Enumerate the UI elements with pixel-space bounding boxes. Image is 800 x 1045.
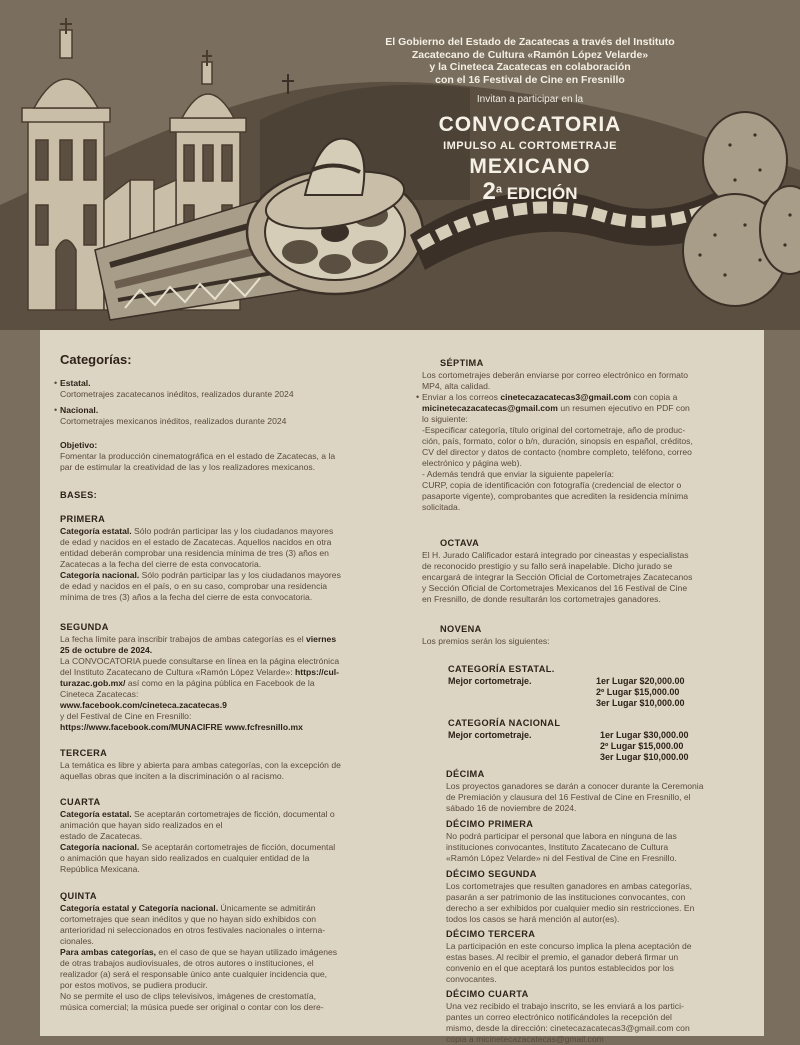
objetivo-line: Fomentar la producción cinematográfica en el estado de Zacatecas, a la bbox=[60, 451, 336, 461]
decimo-tercera-line: convenio en el que aceptará los puntos establecidos por los bbox=[446, 963, 674, 973]
septima-line: solicitada. bbox=[422, 502, 461, 512]
prize-estatal: 3er Lugar $10,000.00 bbox=[596, 698, 685, 708]
primera-line: Categoría estatal. Sólo podrán participar las y los ciudadanos mayores bbox=[60, 526, 334, 536]
cuarta-line: animación que hayan sido realizados en el bbox=[60, 820, 223, 830]
primera-line: Categoría nacional. Sólo podrán participar las y los ciudadanos mayores bbox=[60, 570, 341, 580]
prize-estatal: 2º Lugar $15,000.00 bbox=[596, 687, 680, 697]
quinta-heading: QUINTA bbox=[60, 891, 97, 901]
bases-heading: BASES: bbox=[60, 490, 98, 500]
tercera-heading: TERCERA bbox=[60, 748, 108, 758]
cuarta-line: o animación que hayan sido realizados en cualquier entidad de la bbox=[60, 853, 310, 863]
edition-word: EDICIÓN bbox=[506, 184, 578, 203]
segunda-line: Cineteca Zacatecas: bbox=[60, 689, 139, 699]
cuarta-line: República Mexicana. bbox=[60, 864, 140, 874]
website-link[interactable]: turazac.gob.mx/ bbox=[60, 678, 126, 688]
decimo-primera-line: No podrá participar el personal que labora en ninguna de las bbox=[446, 831, 677, 841]
estatal-label: • Estatal. bbox=[54, 378, 91, 388]
segunda-line: y del Festival de Cine en Fresnillo: bbox=[60, 711, 192, 721]
segunda-line: turazac.gob.mx/ así como en la página pública en Facebook de la bbox=[60, 678, 315, 688]
septima-line: -Especificar categoría, título original del cortometraje, año de produc- bbox=[422, 425, 686, 435]
prize-nacional: 2º Lugar $15,000.00 bbox=[600, 741, 684, 751]
edition-superscript: a bbox=[495, 183, 502, 196]
quinta-line: por estos motivos, se pudiera producir. bbox=[60, 980, 208, 990]
primera-line: Zacatecas a la fecha del cierre de esta convocatoria. bbox=[60, 559, 262, 569]
decimo-cuarta-line: copia a micinetecazacatecas@gmail.com bbox=[446, 1034, 604, 1044]
intro-line: con el 16 Festival de Cine en Fresnillo bbox=[435, 73, 625, 86]
decimo-cuarta-line: Una vez recibido el trabajo inscrito, se les enviará a los partici- bbox=[446, 1001, 684, 1011]
content-panel bbox=[40, 330, 764, 1044]
quinta-line: cortometrajes que sean inéditos y que no hayan sido exhibidos con bbox=[60, 914, 317, 924]
decimo-tercera-line: convocantes. bbox=[446, 974, 497, 984]
decimo-primera-line: instituciones convocantes, Instituto Zacatecano de Cultura bbox=[446, 842, 669, 852]
segunda-line: del Instituto Zacatecano de Cultura «Ramón López Velarde»: https://cul- bbox=[60, 667, 339, 677]
quinta-line: Categoría estatal y Categoría nacional. Únicamente se admitirán bbox=[60, 903, 316, 913]
categorias-heading: Categorías: bbox=[60, 352, 132, 367]
septima-line: MP4, alta calidad. bbox=[422, 381, 491, 391]
decima-line: Los proyectos ganadores se darán a conocer durante la Ceremonia bbox=[446, 781, 704, 791]
primera-heading: PRIMERA bbox=[60, 514, 106, 524]
segunda-heading: SEGUNDA bbox=[60, 622, 109, 632]
edition-label bbox=[375, 178, 685, 206]
novena-heading: NOVENA bbox=[440, 624, 482, 634]
decimo-segunda-heading: DÉCIMO SEGUNDA bbox=[446, 869, 537, 879]
septima-line: CV del director y datos de contacto (nombre completo, teléfono, correo bbox=[422, 447, 692, 457]
decima-line: sábado 16 de noviembre de 2024. bbox=[446, 803, 577, 813]
octava-heading: OCTAVA bbox=[440, 538, 480, 548]
segunda-line: La fecha límite para inscribir trabajos de ambas categorías es el viernes bbox=[60, 634, 337, 644]
tercera-line: La temática es libre y abierta para ambas categorías, con la excepción de bbox=[60, 760, 341, 770]
octava-line: y Sección Oficial de Cortometrajes Mexicanos del 16 Festival de Cine bbox=[422, 583, 688, 593]
septima-line: Los cortometrajes deberán enviarse por correo electrónico en formato bbox=[422, 370, 689, 380]
septima-line: • Enviar a los correos cinetecazacatecas3@gmail.com con copia a bbox=[416, 392, 678, 402]
mejor-cortometraje: Mejor cortometraje. bbox=[448, 730, 532, 740]
primera-line: de edad y nacidos en el estado de Zacatecas. Aquellos nacidos en otra bbox=[60, 537, 332, 547]
website-link[interactable]: https://cul- bbox=[295, 667, 339, 677]
edition-number: 2 bbox=[482, 178, 496, 205]
intro-text bbox=[375, 36, 685, 86]
cuarta-heading: CUARTA bbox=[60, 797, 101, 807]
invite-text: Invitan a participar en la bbox=[476, 94, 584, 105]
octava-line: de reconocido prestigio y su fallo será inapelable. Dicho jurado se bbox=[422, 561, 673, 571]
tercera-line: aquellas obras que inciten a la discriminación o al racismo. bbox=[60, 771, 285, 781]
novena-intro: Los premios serán los siguientes: bbox=[422, 636, 550, 646]
decimo-segunda-line: todos los casos se hará mención al autor(es). bbox=[446, 914, 620, 924]
objetivo-label: Objetivo: bbox=[60, 440, 98, 450]
categoria-nacional-heading: CATEGORÍA NACIONAL bbox=[448, 718, 561, 728]
decimo-cuarta-line: mismo, desde la dirección: cinetecazacatecas3@gmail.com con bbox=[446, 1023, 690, 1033]
intro-line: El Gobierno del Estado de Zacatecas a través del Instituto bbox=[385, 36, 675, 48]
decimo-primera-heading: DÉCIMO PRIMERA bbox=[446, 819, 534, 829]
primera-line: mínima de tres (3) años a la fecha del cierre de esta convocatoria. bbox=[60, 592, 313, 602]
facebook-link[interactable]: www.facebook.com/cineteca.zacatecas.9 bbox=[60, 700, 227, 710]
decimo-cuarta-heading: DÉCIMO CUARTA bbox=[446, 989, 529, 999]
octava-line: encargará de integrar la Sección Oficial de Cortometrajes Zacatecanos bbox=[422, 572, 693, 582]
email-link[interactable]: micinetecazacatecas@gmail.com bbox=[422, 403, 558, 413]
septima-line: - Además tendrá que enviar la siguiente papelería: bbox=[422, 469, 615, 479]
mejor-cortometraje: Mejor cortometraje. bbox=[448, 676, 532, 686]
segunda-date: 25 de octubre de 2024. bbox=[60, 645, 153, 655]
page-title: CONVOCATORIA bbox=[438, 113, 622, 136]
cuarta-line: Categoría estatal. Se aceptarán cortometrajes de ficción, documental o bbox=[60, 809, 335, 819]
page-subtitle: IMPULSO AL CORTOMETRAJE bbox=[443, 140, 617, 152]
quinta-line: realizador (a) será el responsable único ante cualquier incidencia que, bbox=[60, 969, 328, 979]
quinta-line: música comercial; la música puede ser original o contar con los dere- bbox=[60, 1002, 324, 1012]
prize-nacional: 3er Lugar $10,000.00 bbox=[600, 752, 689, 762]
intro-line: y la Cineteca Zacatecas en colaboración bbox=[429, 61, 631, 74]
quinta-line: cionales. bbox=[60, 936, 94, 946]
septima-line: lo siguiente: bbox=[422, 414, 468, 424]
page-title-mexicano: MEXICANO bbox=[469, 155, 591, 178]
septima-line: micinetecazacatecas@gmail.com un resumen ejecutivo en PDF con bbox=[422, 403, 690, 413]
septima-line: ción, país, formato, color o b/n, duración, sinopsis en español, créditos, bbox=[422, 436, 693, 446]
nacional-text: Cortometrajes mexicanos inéditos, realizados durante 2024 bbox=[60, 416, 287, 426]
octava-line: El H. Jurado Calificador estará integrado por cineastas y especialistas bbox=[422, 550, 689, 560]
decimo-primera-line: «Ramón López Velarde» ni del Festival de Cine en Fresnillo. bbox=[446, 853, 677, 863]
septima-heading: SÉPTIMA bbox=[440, 358, 484, 368]
objetivo-line: par de estimular la creatividad de las y los realizadores mexicanos. bbox=[60, 462, 316, 472]
quinta-line: de otras trabajos audiovisuales, de otros autores o instituciones, el bbox=[60, 958, 314, 968]
decimo-cuarta-line: pantes un correo electrónico notificándoles la recepción del bbox=[446, 1012, 672, 1022]
prize-nacional: 1er Lugar $30,000.00 bbox=[600, 730, 689, 740]
primera-line: entidad deberán comprobar una residencia mínima de tres (3) años en bbox=[60, 548, 329, 558]
cuarta-line: estado de Zacatecas. bbox=[60, 831, 143, 841]
decimo-tercera-line: estas bases. Al recibir el premio, el ganador deberá firmar un bbox=[446, 952, 679, 962]
categoria-estatal-heading: CATEGORÍA ESTATAL. bbox=[448, 664, 555, 674]
septima-line: electrónico y página web). bbox=[422, 458, 522, 468]
estatal-text: Cortometrajes zacatecanos inéditos, realizados durante 2024 bbox=[60, 389, 294, 399]
decimo-segunda-line: pasarán a ser patrimonio de las instituciones convocantes, con bbox=[446, 892, 686, 902]
prize-estatal: 1er Lugar $20,000.00 bbox=[596, 676, 685, 686]
decima-heading: DÉCIMA bbox=[446, 769, 485, 779]
nacional-label: • Nacional. bbox=[54, 405, 99, 415]
email-link[interactable]: cinetecazacatecas3@gmail.com bbox=[500, 392, 632, 402]
segunda-line: La CONVOCATORIA puede consultarse en línea en la página electrónica bbox=[60, 656, 340, 666]
cuarta-line: Categoría nacional. Se aceptarán cortometrajes de ficción, documental bbox=[60, 842, 336, 852]
octava-line: en Fresnillo, de donde resultarán los cortometrajes ganadores. bbox=[422, 594, 661, 604]
decima-line: de Premiación y clausura del 16 Festival de Cine en Fresnillo, el bbox=[446, 792, 691, 802]
quinta-line: Para ambas categorías, en el caso de que se hayan utilizado imágenes bbox=[60, 947, 338, 957]
festival-links[interactable]: https://www.facebook.com/MUNACIFRE www.fcfresnillo.mx bbox=[60, 722, 303, 732]
septima-line: pasaporte vigente), comprobantes que acrediten la residencia mínima bbox=[422, 491, 689, 501]
header-banner bbox=[0, 0, 800, 330]
primera-line: de edad y nacidos en el país, o en su caso, comprobar una residencia bbox=[60, 581, 328, 591]
decimo-tercera-line: La participación en este concurso implica la plena aceptación de bbox=[446, 941, 692, 951]
decimo-tercera-heading: DÉCIMO TERCERA bbox=[446, 929, 536, 939]
decimo-segunda-line: Los cortometrajes que resulten ganadores en ambas categorías, bbox=[446, 881, 693, 891]
intro-line: Zacatecano de Cultura «Ramón López Velarde» bbox=[411, 48, 649, 61]
decimo-segunda-line: derecho a ser exhibidos por cualquier medio sin restricciones. En bbox=[446, 903, 695, 913]
septima-line: CURP, copia de identificación con fotografía (credencial de elector o bbox=[422, 480, 682, 490]
quinta-line: No se permite el uso de clips televisivos, imágenes de crestomatía, bbox=[60, 991, 317, 1001]
quinta-line: anterioridad ni seleccionados en otros festivales nacionales o interna- bbox=[60, 925, 326, 935]
